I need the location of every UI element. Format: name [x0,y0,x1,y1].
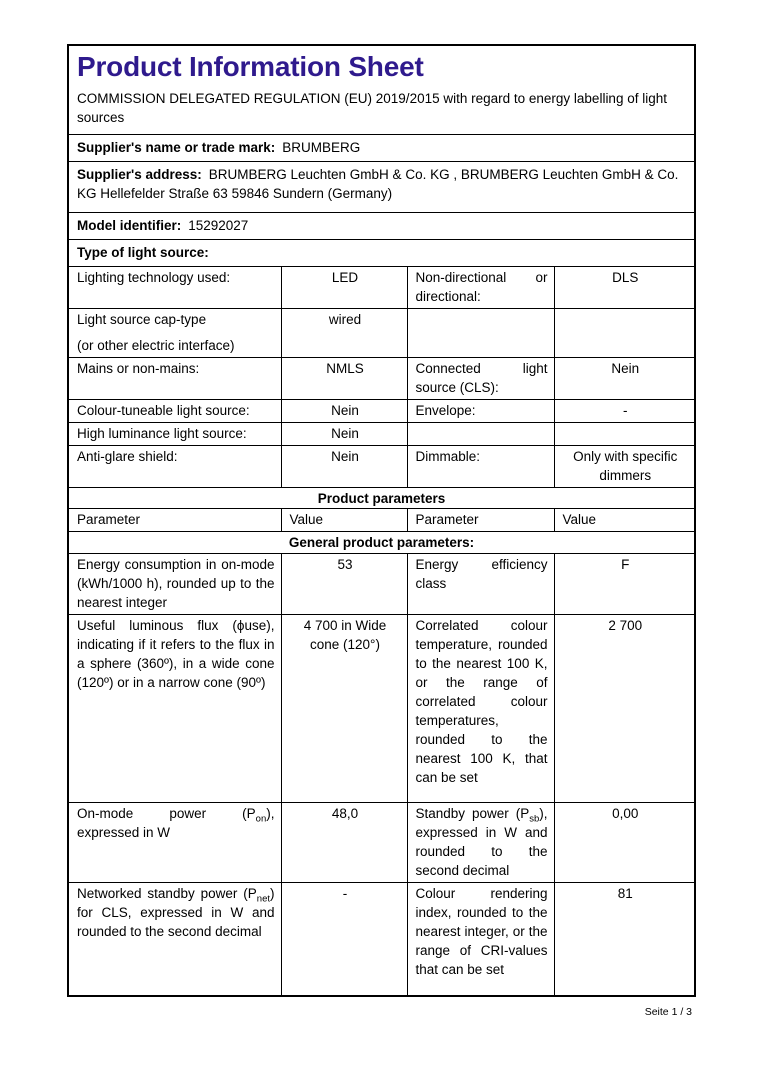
subscript: net [256,893,270,905]
table-row [69,446,694,488]
product-parameters-heading: Product parameters [69,488,694,509]
param-label: Lighting technology used: [69,267,281,309]
model-identifier-row [69,213,694,240]
column-header: Value [281,509,407,532]
type-of-light-source-row [69,240,694,267]
supplier-address-label: Supplier's address: [77,167,202,182]
param-label: High luminance light source: [69,423,281,446]
param-value: F [554,554,694,615]
param-value: NMLS [281,358,407,400]
param-value: 0,00 [554,803,694,883]
param-value [554,309,694,358]
parameters-header-row [69,509,694,532]
type-of-light-source-label: Type of light source: [77,245,209,260]
param-value: Only with specific dimmers [554,446,694,488]
subscript: on [255,813,267,825]
column-header: Value [554,509,694,532]
general-product-parameters-heading: General product parameters: [69,532,694,554]
column-header: Parameter [69,509,281,532]
param-label: Colour rendering index, rounded to the nearest integer, or the range of CRI-values that can be set [407,883,554,995]
param-value [554,423,694,446]
supplier-name-value: BRUMBERG [282,140,361,155]
param-label: Standby power $(P_{sb})$, expressed in W and rounded to the second decimal [407,803,554,883]
param-value: 4 700 in Wide cone (120°) [281,615,407,803]
page-title: Product Information Sheet [77,51,424,82]
param-label: Correlated colour temperature, rounded to the nearest 100 K, or the range of correlated colour temperatures, rounded to the nearest 100 K, that can be set [407,615,554,803]
param-label: Connected light source (CLS): [407,358,554,400]
param-label: On-mode power $(P_{on})$, expressed in W [69,803,281,883]
type-table [69,267,694,488]
param-label: Colour-tuneable light source: [69,400,281,423]
param-label [407,423,554,446]
parameters-table [69,554,694,995]
param-label: Anti-glare shield: [69,446,281,488]
table-row [69,883,694,995]
model-identifier-label: Model identifier: [77,218,182,233]
param-value: LED [281,267,407,309]
supplier-address-value: BRUMBERG Leuchten GmbH & Co. KG , BRUMBERG Leuchten GmbH & Co. KG Hellefelder Straße 63 59846 Sundern (Germany) [77,167,679,201]
header-block [69,46,694,135]
column-header: Parameter [407,509,554,532]
table-row [69,423,694,446]
param-value: DLS [554,267,694,309]
param-label: Networked standby power $(P_{net})$ for CLS, expressed in W and rounded to the second decimal [69,883,281,995]
param-value: 53 [281,554,407,615]
param-value: Nein [281,446,407,488]
table-row [69,309,694,358]
table-row [69,358,694,400]
table-row [69,803,694,883]
table-row [69,267,694,309]
param-label: Energy efficiency class [407,554,554,615]
param-label: Non-directional or directional: [407,267,554,309]
table-row [69,554,694,615]
param-label: Dimmable: [407,446,554,488]
subscript: sb [529,813,540,825]
supplier-name-label: Supplier's name or trade mark: [77,140,276,155]
param-value: - [554,400,694,423]
table-row [69,400,694,423]
supplier-address-row [69,162,694,213]
table-row [69,509,694,532]
page-number: Seite 1 / 3 [644,1006,692,1018]
param-label: Envelope: [407,400,554,423]
product-information-sheet [67,44,696,997]
table-row [69,615,694,803]
model-identifier-value: 15292027 [188,218,249,233]
regulation-subtitle: COMMISSION DELEGATED REGULATION (EU) 2019/2015 with regard to energy labelling of light sources [77,91,667,125]
supplier-name-row [69,135,694,162]
param-value: Nein [281,423,407,446]
param-value: - [281,883,407,995]
param-value: Nein [281,400,407,423]
param-value: 48,0 [281,803,407,883]
param-label: Useful luminous flux (ϕuse), indicating if it refers to the flux in a sphere (360º), in a wide cone (120º) or in a narrow cone (90º) [69,615,281,803]
param-label: Energy consumption in on-mode (kWh/1000 h), rounded up to the nearest integer [69,554,281,615]
param-value: 81 [554,883,694,995]
param-label: Mains or non-mains: [69,358,281,400]
param-value: wired [281,309,407,358]
param-label [407,309,554,358]
param-value: Nein [554,358,694,400]
param-value: 2 700 [554,615,694,803]
param-label: Light source cap-type (or other electric interface) [69,309,281,358]
